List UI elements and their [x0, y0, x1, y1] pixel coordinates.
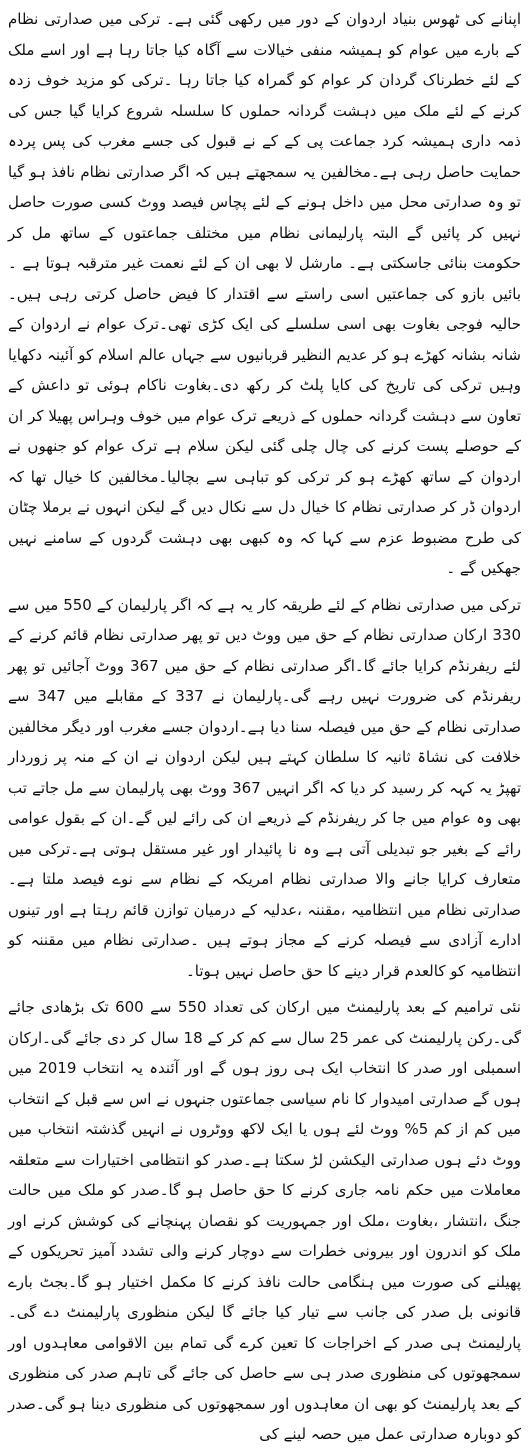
paragraph-1: اپنانے کی ٹھوس بنیاد اردوان کے دور میں رکھی گئی ہے۔ ترکی میں صدارتی نظام کے بارے میں عوام کو ہمیشہ منفی خیالات سے آگاہ کیا جاتا رہا ہے اور اسے ملک کے لئے خطرناک گردان کر عوام کو گمراہ کیا جاتا رہا ۔ترکی کو مزید خوف زدہ کرنے کے لئے ملک میں دہشت گردانہ حملوں کا سلسلہ شروع کرایا گیا جس کی ذمہ داری ہمیشہ کرد جماعت پی کے کے نے قبول کی جسے مغرب کی پس پردہ حمایت حاصل رہی ہے۔مخالفین یہ سمجھتے ہیں کہ اگر صدارتی نظام نافذ ہو گیا تو وہ صدارتی محل میں داخل ہونے کے لئے پچاس فیصد ووٹ کسی صورت حاصل نہیں کر پائیں گے البتہ پارلیمانی نظام میں مختلف جماعتوں کے ساتھ مل کر حکومت بنائی جاسکتی ہے۔ مارشل لا بھی ان کے لئے نعمت غیر مترقبہ ہوتا ہے ۔بائیں بازو کی جماعتیں اسی راستے سے اقتدار کا فیض حاصل کرتی رہی ہیں۔حالیہ فوجی بغاوت بھی اسی سلسلے کی ایک کڑی تھی۔ترک عوام نے اردوان کے شانہ بشانہ کھڑے ہو کر عدیم النظیر قربانیوں سے جہاں عالم اسلام کو آئینہ دکھایا وہیں ترکی کی تاریخ کی کایا پلٹ کر رکھ دی۔بغاوت ناکام ہوئی تو داعش کے تعاون سے دہشت گردانہ حملوں کے ذریعے ترک عوام میں خوف وہراس پھیلا کر ان کے حوصلے پست کرنے کی چال چلی گئی لیکن سلام ہے ترک عوام کو جنھوں نے اردوان کے ساتھ کھڑے ہو کر ترکی کو تباہی سے بچالیا۔مخالفین کا خیال تھا کہ اردوان ڈر کر صدارتی نظام کا خیال دل سے نکال دیں گے لیکن انہوں نے برملا چٹان کی طرح مضبوط عزم سے کہا کہ وہ کبھی بھی دہشت گردوں کے سامنے نہیں جھکیں گے ۔ [8, 10, 521, 577]
paragraph-2: ترکی میں صدارتی نظام کے لئے طریقہ کار یہ ہے کہ اگر پارلیمان کے 550 میں سے 330 ارکان صدارتی نظام کے حق میں ووٹ دیں تو پھر صدارتی نظام قائم کرنے کے لئے ریفرنڈم کرایا جائے گا۔اگر صدارتی نظام کے حق میں 367 ووٹ آجائیں تو پھر ریفرنڈم کی ضرورت نہیں رہے گی۔پارلیمان نے 337 کے مقابلے میں 347 سے صدارتی نظام کے حق میں فیصلہ سنا دیا ہے۔اردوان جسے مغرب اور دیگر مخالفین خلافت کی نشاۃ ثانیہ کا سلطان کہتے ہیں لیکن اردوان نے ان کے منہ پر زوردار تھپڑ یہ کہہ کر رسید کر دیا کہ اگر انہیں 367 ووٹ بھی پارلیمان سے مل جاتے تب بھی وہ عوام میں جا کر ریفرنڈم کے ذریعے ان کی رائے لیں گے۔ان کے بقول عوامی رائے کے بغیر جو تبدیلی آتی ہے وہ نا پائیدار اور غیر مستقل ہوتی ہے۔ترکی میں متعارف کرایا جانے والا صدارتی نظام امریکہ کے نظام سے نوے فیصد ملتا ہے۔صدارتی نظام میں انتظامیہ ،مقننہ ،عدلیہ کے درمیان توازن قائم رہتا ہے اور تینوں ادارے آزادی سے فیصلہ کرنے کے مجاز ہوتے ہیں ۔صدارتی نظام میں مقننہ کو انتظامیہ کو کالعدم قرار دینے کا حق حاصل نہیں ہوتا۔ [8, 595, 521, 980]
paragraph-3: نئی ترامیم کے بعد پارلیمنٹ میں ارکان کی تعداد 550 سے 600 تک بڑھادی جائے گی۔رکن پارلیمنٹ کی عمر 25 سال سے کم کر کے 18 سال کر دی جائے گی۔ارکان اسمبلی اور صدر کا انتخاب ایک ہی روز ہوں گے اور آئندہ یہ انتخاب 2019 میں ہوں گے صدارتی امیدوار کا نام سیاسی جماعتوں جنہوں نے اس سے قبل کے انتخاب میں کم از کم 5% ووٹ لئے ہوں یا ایک لاکھ ووٹروں نے انہیں گذشتہ انتخاب میں ووٹ دئے ہوں صدارتی الیکشن لڑ سکتا ہے۔صدر کو انتظامی اختیارات سے متعلقہ معاملات میں حکم نامہ جاری کرنے کا حق حاصل ہو گا۔صدر کو ملک میں حالت جنگ ،انتشار ،بغاوت ،ملک اور جمہوریت کو نقصان پہنچانے کی کوشش کرنے اور ملک کو اندرون اور بیرونی خطرات سے دوچار کرنے والی تشدد آمیز تحریکوں کے پھیلنے کی صورت میں ہنگامی حالت نافذ کرنے کا مکمل اختیار ہو گا۔بجٹ بارے قانونی بل صدر کی جانب سے تیار کیا جائے گا لیکن منظوری پارلیمنٹ دے گی۔پارلیمنٹ ہی صدر کے اخراجات کا تعین کرے گی تمام بین الاقوامی معاہدوں اور سمجھوتوں کی منظوری صدر ہی سے حاصل کی جائے گی تاہم صدر کی منظوری کے بعد پارلیمنٹ کو بھی ان معاہدوں اور سمجھوتوں کی منظوری دینا ہو گی۔صدر کو دوبارہ صدارتی عمل میں حصہ لینے کی [8, 998, 522, 1443]
